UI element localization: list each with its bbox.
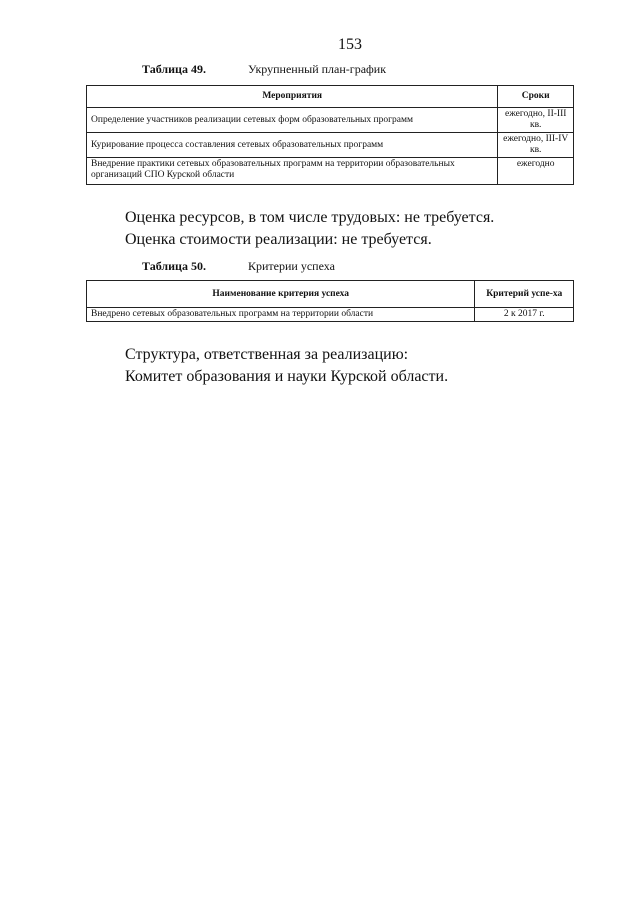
table-49 — [86, 85, 574, 185]
header-cell-criterion-name: Наименование критерия успеха — [87, 281, 475, 308]
page-number: 153 — [338, 36, 362, 53]
table-50 — [86, 280, 574, 322]
header-cell-activities: Мероприятия — [87, 86, 498, 108]
header-cell-deadlines: Сроки — [498, 86, 574, 108]
table-cell: Внедрено сетевых образовательных программ на территории области — [87, 308, 475, 322]
table-row — [87, 133, 574, 158]
table-cell: ежегодно, II-III кв. — [498, 108, 574, 133]
paragraph-committee: Комитет образования и науки Курской области. — [125, 368, 449, 385]
table-cell: Определение участников реализации сетевых форм образовательных программ — [87, 108, 498, 133]
table-row — [87, 308, 574, 322]
table-cell: 2 к 2017 г. — [475, 308, 574, 322]
table-50-title: Критерии успеха — [248, 259, 335, 273]
header-cell-criterion: Критерий успе-ха — [475, 281, 574, 308]
table-49-title: Укрупненный план-график — [248, 62, 387, 76]
table-header-row — [87, 281, 574, 308]
table-49-caption — [142, 62, 387, 77]
paragraph-resources: Оценка ресурсов, в том числе трудовых: не требуется. — [125, 209, 495, 226]
table-cell: ежегодно, III-IV кв. — [498, 133, 574, 158]
table-50-label: Таблица 50. — [142, 259, 206, 273]
paragraph-responsible-structure: Структура, ответственная за реализацию: — [125, 346, 409, 363]
table-row — [87, 108, 574, 133]
paragraph-cost: Оценка стоимости реализации: не требуется. — [125, 231, 432, 248]
table-cell: Курирование процесса составления сетевых образовательных программ — [87, 133, 498, 158]
table-50-caption — [142, 259, 335, 274]
table-49-label: Таблица 49. — [142, 62, 206, 76]
table-cell: Внедрение практики сетевых образовательных программ на территории образовательных организаций СПО Курской области — [87, 158, 498, 185]
table-row — [87, 158, 574, 185]
table-cell: ежегодно — [498, 158, 574, 185]
table-header-row — [87, 86, 574, 108]
